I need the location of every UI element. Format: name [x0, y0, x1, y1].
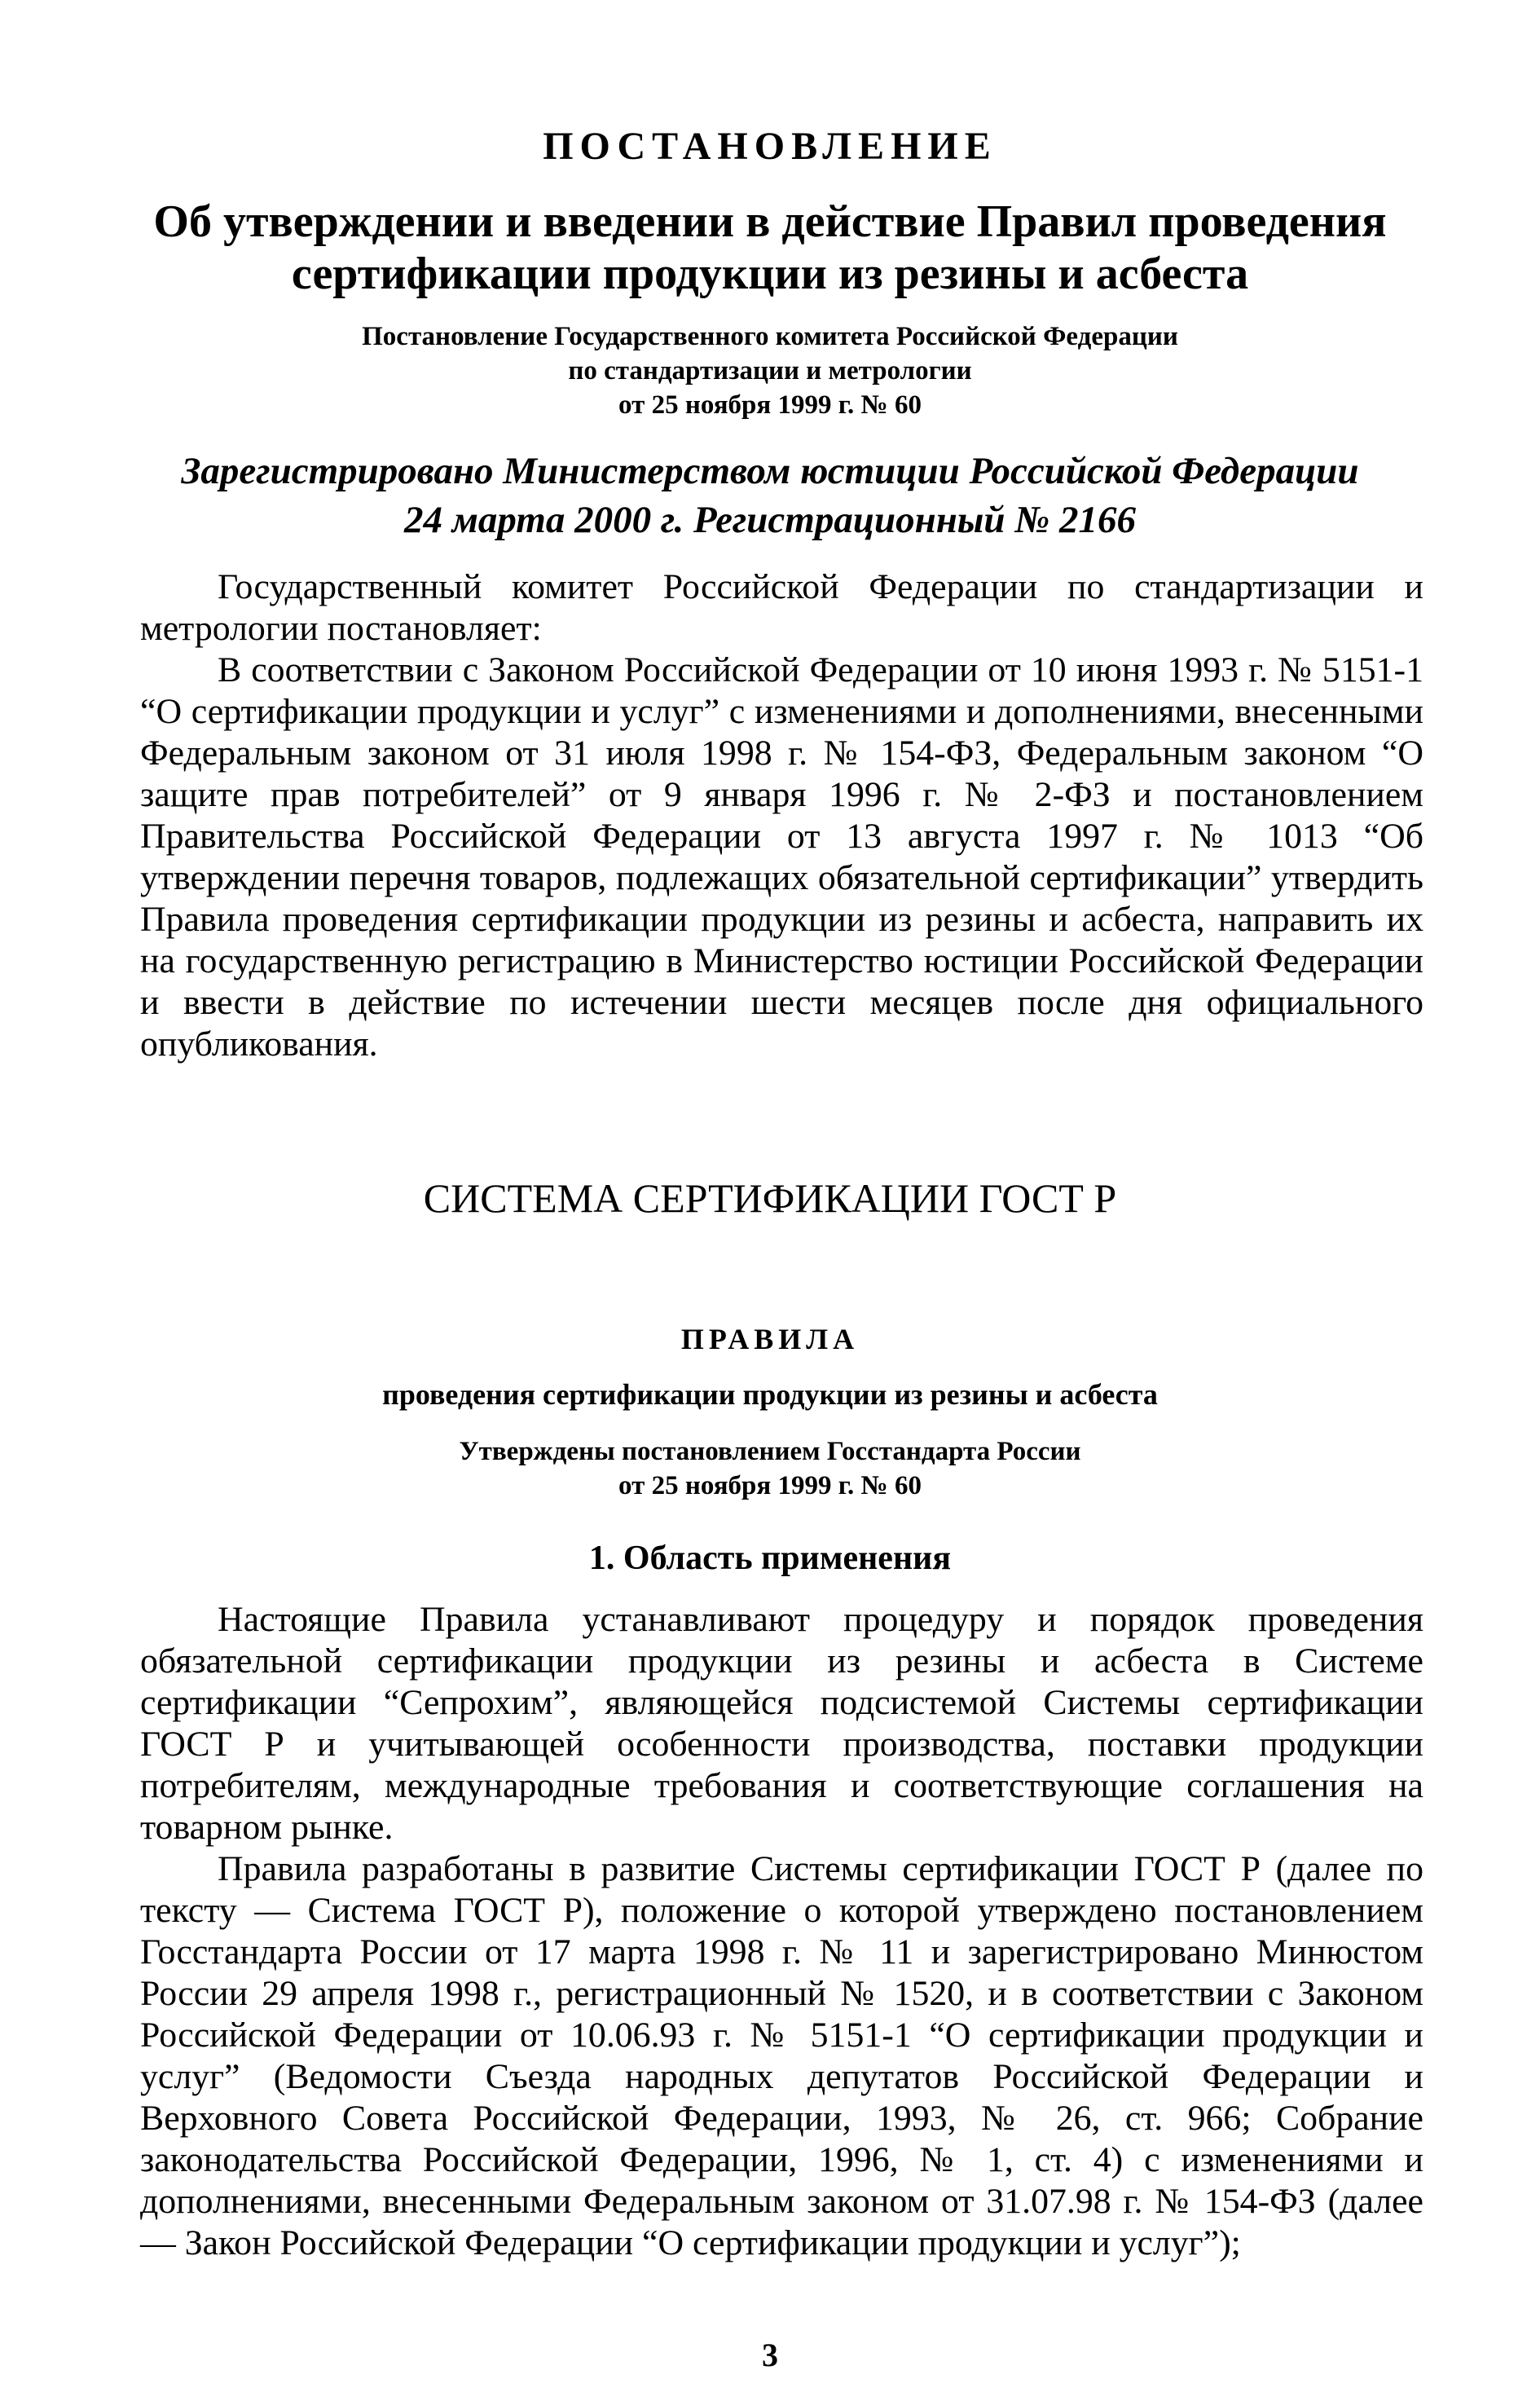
- registration-number: 24 марта 2000 г. Регистрационный № 2166: [403, 499, 1137, 541]
- issuer-line: по стандартизации и метрологии: [568, 356, 972, 385]
- rules-label: ПРАВИЛА: [680, 1323, 860, 1355]
- intro-paragraph: Государственный комитет Российской Федерации по стандартизации и метрологии постановляет:: [140, 567, 1423, 648]
- section-paragraph: Правила разработаны в развитие Системы сертификации ГОСТ Р (далее по тексту — Система ГОСТ Р), положение о которой утверждено постановлением Госстандарта России от 17 марта 1998 г. № 11 и зарегистрировано Минюстом России 29 апреля 1998 г., регистрационный № 1520, и в соответствии с Законом Российской Федерации от 10.06.93 г. № 5151-1 “О сертификации продукции и услуг” (Ведомости Съезда народных депутатов Российской Федерации и Верховного Совета Российской Федерации, 1993, № 26, ст. 966; Собрание законодательства Российской Федерации, 1996, № 1, ст. 4) с изменениями и дополнениями, внесенными Федеральным законом от 31.07.98 г. № 154-ФЗ (далее — Закон Российской Федерации “О сертификации продукции и услуг”);: [140, 1849, 1423, 2262]
- decree-title: Об утверждении и введении в действие Правил проведения сертификации продукции из резины и асбеста: [153, 196, 1387, 299]
- section-body: [140, 1599, 1423, 2264]
- system-title: СИСТЕМА СЕРТИФИКАЦИИ ГОСТ Р: [423, 1175, 1117, 1221]
- page-number: 3: [762, 2337, 778, 2373]
- registration-block: [147, 447, 1393, 544]
- approval-date: от 25 ноября 1999 г. № 60: [618, 1471, 922, 1500]
- intro-paragraph: В соответствии с Законом Российской Федерации от 10 июня 1993 г. № 5151-1 “О сертификации продукции и услуг” с изменениями и дополнениями, внесенными Федеральным законом от 31 июля 1998 г. № 154-ФЗ, Федеральным законом “О защите прав потребителей” от 9 января 1996 г. № 2-ФЗ и постановлением Правительства Российской Федерации от 13 августа 1997 г. № 1013 “Об утверждении перечня товаров, подлежащих обязательной сертификации” утвердить Правила проведения сертификации продукции из резины и асбеста, направить их на государственную регистрацию в Министерство юстиции Российской Федерации и ввести в действие по истечении шести месяцев после дня официального опубликования.: [140, 650, 1423, 1064]
- rules-subtitle: проведения сертификации продукции из резины и асбеста: [382, 1378, 1158, 1411]
- section-paragraph: Настоящие Правила устанавливают процедуру и порядок проведения обязательной сертификации продукции из резины и асбеста в Системе сертификации “Сепрохим”, являющейся подсистемой Системы сертификации ГОСТ Р и учитывающей особенности производства, поставки продукции потребителям, международные требования и соответствующие соглашения на товарном рынке.: [140, 1600, 1423, 1847]
- approval-block: [0, 1434, 1540, 1503]
- section-heading: 1. Область применения: [588, 1540, 952, 1577]
- issuer-line: Постановление Государственного комитета Российской Федерации: [362, 322, 1178, 351]
- registration-line: Зарегистрировано Министерством юстиции Российской Федерации: [181, 450, 1359, 492]
- issuer-date: от 25 ноября 1999 г. № 60: [618, 390, 922, 420]
- issuer-block: [244, 319, 1296, 422]
- intro-text: [140, 566, 1423, 1065]
- approval-line: Утверждены постановлением Госстандарта России: [459, 1437, 1081, 1466]
- decree-label: ПОСТАНОВЛЕНИЕ: [543, 125, 997, 168]
